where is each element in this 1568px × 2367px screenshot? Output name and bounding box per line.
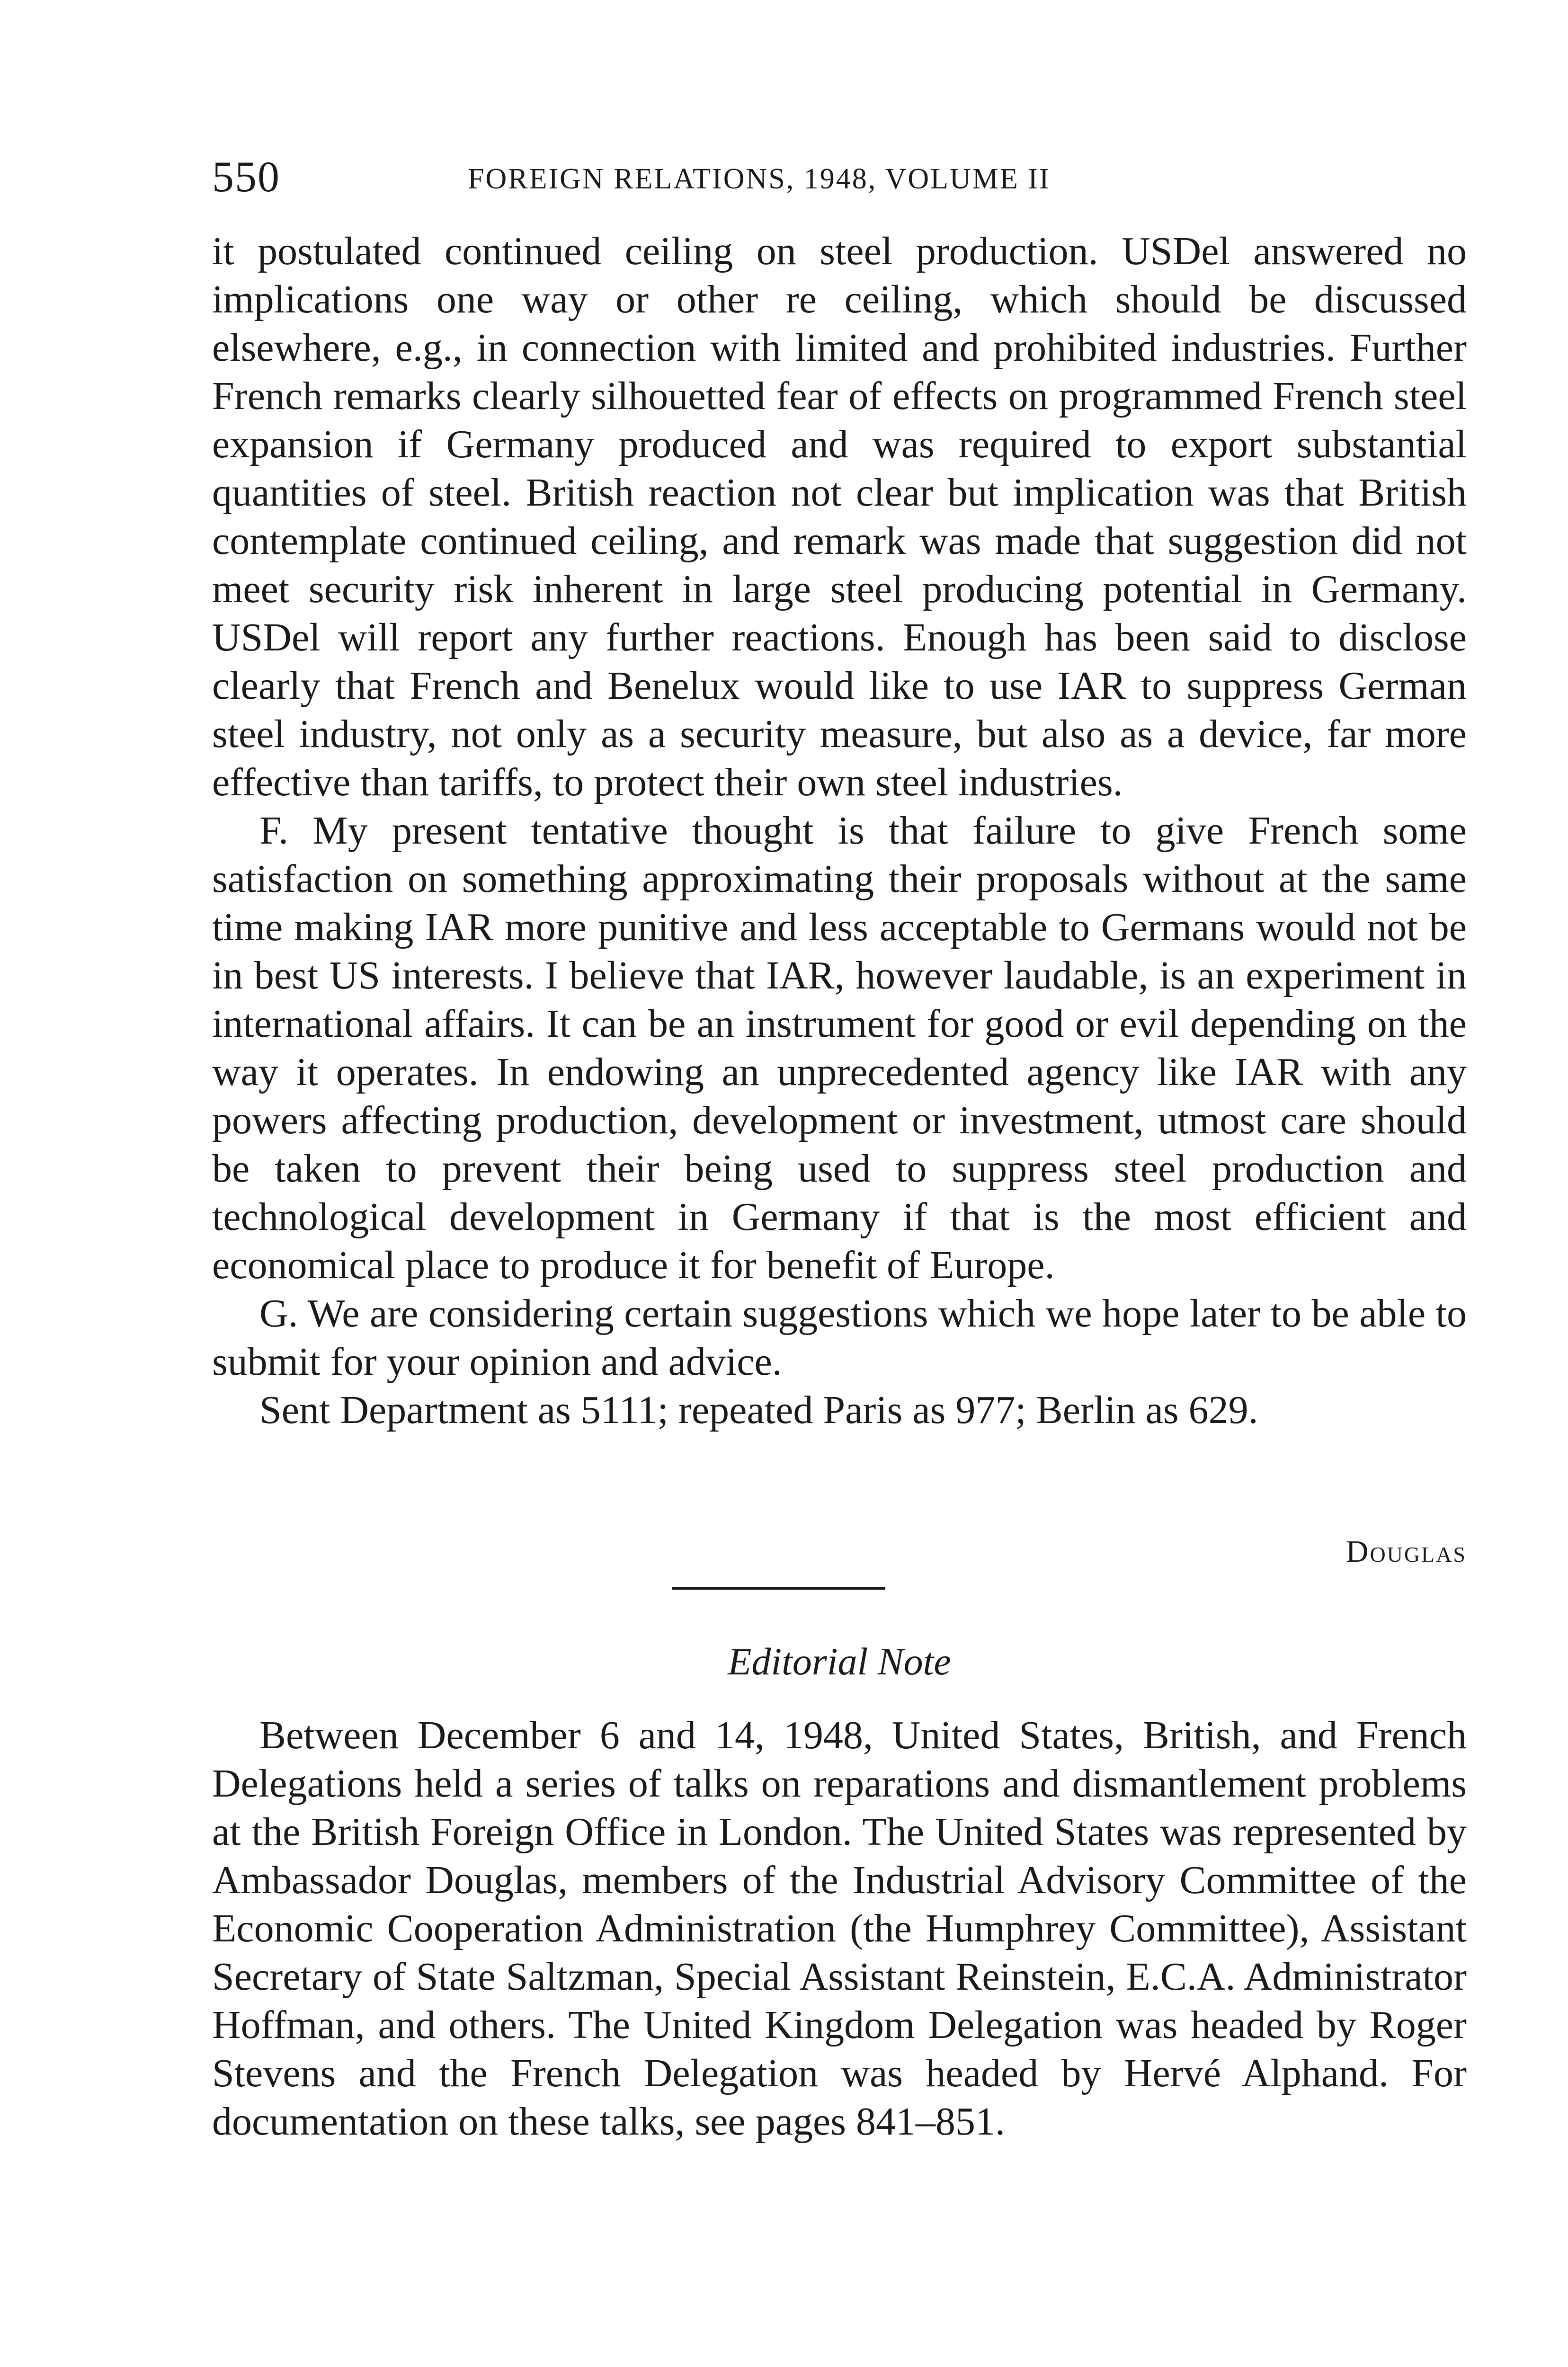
paragraph-sent: Sent Department as 5111; repeated Paris as 977; Berlin as 629. [259, 1388, 1258, 1432]
paragraph-f: F. My present tentative thought is that failure to give French some satisfaction on something approximating their proposals without at the same time making IAR more punitive and less acceptable to Germans would not be in best US interests. I believe that IAR, however laudable, is an experiment in international affairs. It can be an instrument for good or evil depending on the way it operates. In endowing an unprecedented agency like IAR with any powers affecting production, development or investment, utmost care should be taken to prevent their being used to suppress steel production and technological development in Germany if that is the most efficient and economical place to produce it for benefit of Europe. [212, 809, 1467, 1287]
page-number: 550 [212, 152, 280, 201]
telegram-body [212, 227, 1467, 1434]
editorial-note-heading: Editorial Note [728, 1640, 951, 1683]
running-head [212, 151, 1467, 203]
running-title: FOREIGN RELATIONS, 1948, VOLUME II [468, 163, 1051, 195]
editorial-note-body [212, 1711, 1467, 2146]
editorial-note-paragraph: Between December 6 and 14, 1948, United States, British, and French Delegations held a series of talks on reparations and dismantlement problems at the British Foreign Office in London. The United States was represented by Ambassador Douglas, members of the Industrial Advisory Committee of the Economic Cooperation Administration (the Humphrey Committee), Assistant Secretary of State Saltzman, Special Assistant Reinstein, E.C.A. Administrator Hoffman, and others. The United Kingdom Delegation was headed by Roger Stevens and the French Delegation was headed by Hervé Alphand. For documentation on these talks, see pages 841–851. [212, 1713, 1467, 2144]
section-divider [672, 1587, 885, 1590]
paragraph-g: G. We are considering certain suggestions which we hope later to be able to submit for your opinion and advice. [212, 1291, 1467, 1384]
paragraph-continuation: it postulated continued ceiling on steel production. USDel answered no implications one way or other re ceiling, which should be discussed elsewhere, e.g., in connection with limited and prohibited industries. Further French remarks clearly silhouetted fear of effects on programmed French steel expansion if Germany produced and was required to export substantial quantities of steel. British reaction not clear but implication was that British contemplate continued ceiling, and remark was made that suggestion did not meet security risk inherent in large steel producing potential in Germany. USDel will report any further reactions. Enough has been said to disclose clearly that French and Benelux would like to use IAR to suppress German steel industry, not only as a security measure, but also as a device, far more effective than tariffs, to protect their own steel industries. [212, 229, 1467, 804]
signature: Douglas [1345, 1534, 1467, 1569]
